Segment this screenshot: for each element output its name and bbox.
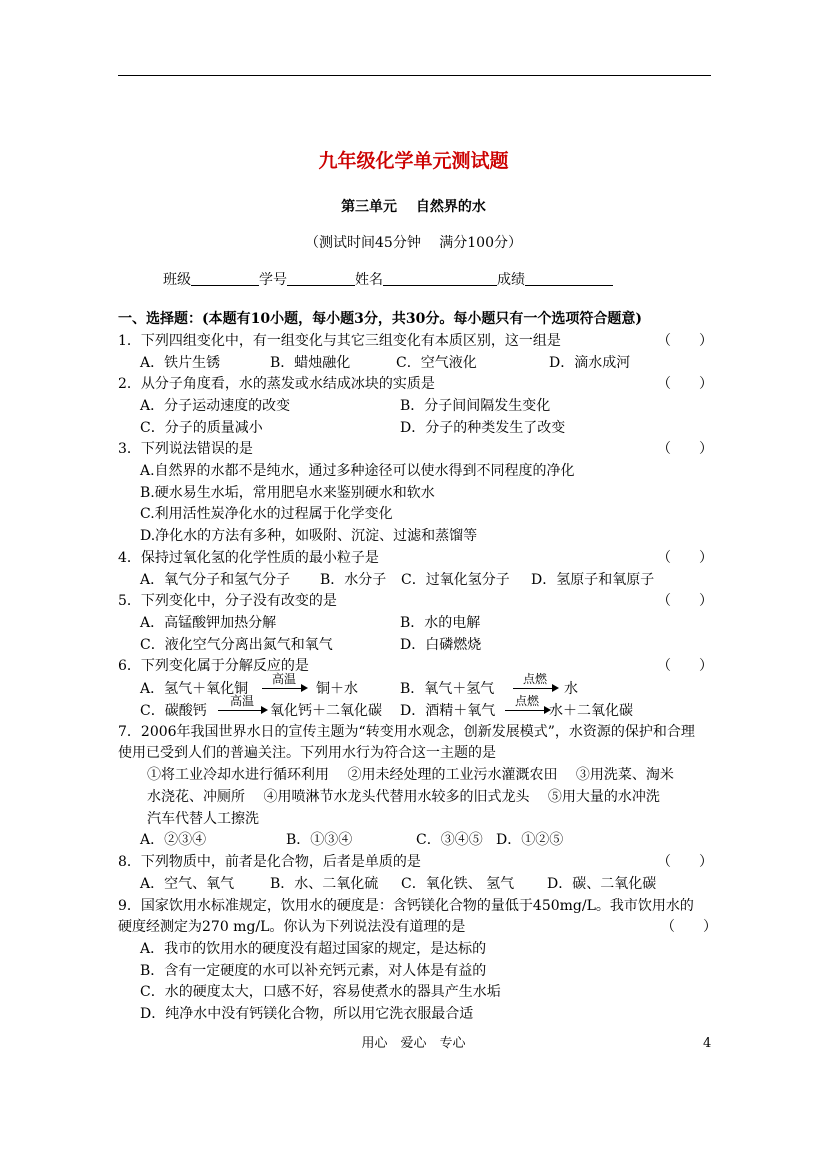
footer-motto: 用心 爱心 专心	[361, 1036, 466, 1051]
class-label: 班级	[163, 272, 191, 288]
option-c: C．液化空气分离出氮气和氧气	[140, 637, 333, 653]
answer-paren[interactable]: （ ）	[657, 333, 713, 349]
score-blank[interactable]	[525, 271, 613, 286]
option-b: B．氧气＋氢气	[400, 681, 495, 697]
answer-paren[interactable]: （ ）	[657, 854, 713, 870]
number-label: 学号	[259, 272, 287, 288]
unit-title: 第三单元 自然界的水	[341, 199, 486, 215]
option-a: A．氧气分子和氢气分子	[140, 572, 291, 588]
reaction-arrow	[505, 694, 549, 711]
question-stem: 2．从分子角度看，水的蒸发或水结成冰块的实质是	[118, 376, 435, 392]
question-stem-cont: 硬度经测定为270 mg/L。你认为下列说法没有道理的是	[118, 919, 466, 935]
reaction-arrow	[218, 694, 266, 711]
option-d: D．酒精＋氧气	[400, 703, 496, 719]
option-d: D．分子的种类发生了改变	[400, 420, 566, 436]
option-a: A．②③④	[140, 832, 207, 848]
answer-paren[interactable]: （ ）	[657, 593, 713, 609]
option-c: C．过氧化氢分子	[401, 572, 510, 588]
question-items: ①将工业冷却水进行循环利用 ②用未经处理的工业污水灌溉农田 ③用洗菜、淘米	[147, 767, 674, 783]
option-b-product: 水	[564, 681, 578, 697]
option-a: A．分子运动速度的改变	[140, 398, 291, 414]
option-d: D．碳、二氧化碳	[547, 876, 657, 892]
condition-label: 点燃	[522, 672, 547, 686]
option-a: A．空气、氧气	[140, 876, 235, 892]
option-c: C．氧化铁、 氢气	[401, 876, 515, 892]
option-b: B．分子间间隔发生变化	[400, 398, 551, 414]
score-label: 成绩	[497, 272, 525, 288]
answer-paren[interactable]: （ ）	[657, 376, 713, 392]
option-b: B．水、二氧化硫	[270, 876, 379, 892]
number-blank[interactable]	[287, 271, 355, 286]
option-a-product: 铜＋水	[316, 681, 358, 697]
header-rule	[118, 75, 711, 76]
option-d: D．①②⑤	[496, 832, 564, 848]
option-c: C．碳酸钙	[140, 703, 207, 719]
question-stem: 7．2006年我国世界水日的宣传主题为“转变用水观念，创新发展模式”，水资源的保护和合理	[118, 724, 695, 740]
option-b: B．①③④	[286, 832, 353, 848]
option-c: C．分子的质量减小	[140, 420, 263, 436]
option-b: B．水的电解	[400, 615, 481, 631]
page-title: 九年级化学单元测试题	[318, 150, 509, 172]
option-a: A.自然界的水都不是纯水，通过多种途径可以使水得到不同程度的净化	[140, 463, 575, 479]
option-c-product: 氧化钙＋二氧化碳	[270, 703, 382, 719]
class-blank[interactable]	[191, 271, 259, 286]
section-heading: 一、选择题：(本题有10小题，每小题3分，共30分。每小题只有一个选项符合题意)	[118, 311, 642, 327]
name-label: 姓名	[355, 272, 383, 288]
time-info: （测试时间45分钟 满分100分）	[305, 235, 522, 251]
option-d-product: 水＋二氧化碳	[549, 703, 633, 719]
question-stem: 9．国家饮用水标准规定，饮用水的硬度是：含钙镁化合物的量低于450mg/L。我市饮用水的	[118, 898, 694, 914]
option-b: B.硬水易生水垢，常用肥皂水来鉴别硬水和软水	[140, 485, 435, 501]
page-number: 4	[703, 1036, 712, 1051]
option-a: A．我市的饮用水的硬度没有超过国家的规定，是达标的	[140, 941, 487, 957]
question-items: 水浇花、冲厕所 ④用喷淋节水龙头代替用水较多的旧式龙头 ⑤用大量的水冲洗	[147, 789, 660, 805]
question-items: 汽车代替人工擦洗	[147, 811, 259, 827]
question-stem: 6．下列变化属于分解反应的是	[118, 658, 309, 674]
option-d: D．滴水成河	[549, 355, 631, 371]
option-c: C．水的硬度太大，口感不好，容易使煮水的器具产生水垢	[140, 984, 501, 1000]
info-fields	[163, 271, 613, 289]
option-a: A．高锰酸钾加热分解	[140, 615, 277, 631]
option-c: C.利用活性炭净化水的过程属于化学变化	[140, 506, 393, 522]
option-c: C．③④⑤	[416, 832, 483, 848]
condition-label: 高温	[229, 694, 254, 708]
option-d: D．白磷燃烧	[400, 637, 482, 653]
reaction-arrow	[262, 672, 306, 689]
answer-paren[interactable]: （ ）	[657, 658, 713, 674]
answer-paren[interactable]: （ ）	[661, 919, 717, 935]
question-stem: 4．保持过氧化氢的化学性质的最小粒子是	[118, 550, 379, 566]
option-d: D．氢原子和氧原子	[531, 572, 655, 588]
option-b: B．含有一定硬度的水可以补充钙元素，对人体是有益的	[140, 963, 487, 979]
option-d: D.净化水的方法有多种，如吸附、沉淀、过滤和蒸馏等	[140, 528, 478, 544]
option-b: B．蜡烛融化	[270, 355, 351, 371]
question-stem: 8．下列物质中，前者是化合物，后者是单质的是	[118, 854, 421, 870]
condition-label: 高温	[271, 672, 296, 686]
answer-paren[interactable]: （ ）	[657, 550, 713, 566]
option-d: D．纯净水中没有钙镁化合物，所以用它洗衣服最合适	[140, 1006, 474, 1022]
option-b: B．水分子	[320, 572, 387, 588]
question-stem: 5．下列变化中，分子没有改变的是	[118, 593, 337, 609]
reaction-arrow	[513, 672, 557, 689]
condition-label: 点燃	[514, 694, 539, 708]
question-stem: 1．下列四组变化中，有一组变化与其它三组变化有本质区别，这一组是	[118, 333, 561, 349]
option-a: A．铁片生锈	[140, 355, 221, 371]
answer-paren[interactable]: （ ）	[657, 441, 713, 457]
question-stem-cont: 使用已受到人们的普遍关注。下列用水行为符合这一主题的是	[118, 745, 496, 761]
name-blank[interactable]	[383, 271, 497, 286]
option-c: C．空气液化	[396, 355, 477, 371]
option-a: A．氢气＋氧化铜	[140, 681, 249, 697]
question-stem: 3．下列说法错误的是	[118, 441, 253, 457]
